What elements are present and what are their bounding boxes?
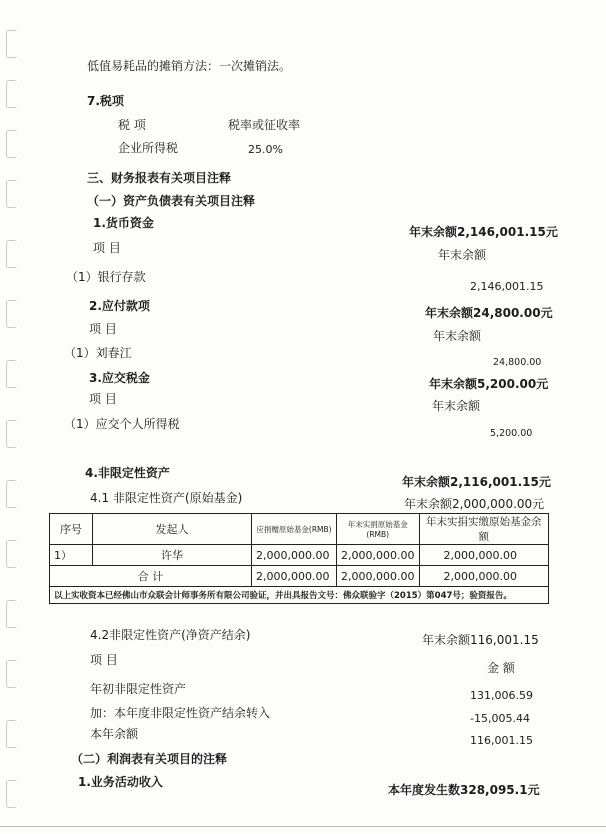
binding-hole	[6, 780, 17, 808]
nonrestricted-total: 年末余额2,116,001.15元	[402, 475, 551, 489]
net-assets-closing-value: 116,001.15	[470, 734, 533, 747]
net-assets-transfer-value: -15,005.44	[470, 712, 530, 725]
total-paid-balance: 2,000,000.00	[419, 566, 549, 587]
binding-hole	[6, 600, 17, 628]
col-header-pledged: 应捐赠原始基金(RMB)	[252, 514, 337, 545]
net-assets-row-closing: 本年余额	[90, 727, 139, 741]
cell-paid-balance: 2,000,000.00	[419, 545, 549, 566]
nonrestricted-fund-heading: 4.1 非限定性资产(原始基金)	[90, 491, 243, 505]
payables-value: 24,800.00	[493, 357, 542, 368]
binding-hole	[6, 360, 17, 388]
binding-hole	[6, 130, 17, 158]
nonrestricted-heading: 4.非限定性资产	[85, 466, 170, 480]
net-assets-row-transfer: 加：本年度非限定性资产结余转入	[90, 706, 271, 720]
binding-hole	[6, 30, 17, 58]
cash-value: 2,146,001.15	[470, 280, 544, 293]
cash-col-item: 项 目	[93, 241, 121, 255]
binding-hole	[6, 240, 17, 268]
payables-item: （1）刘春江	[64, 346, 132, 360]
revenue-total: 本年度发生数328,095.1元	[388, 783, 540, 797]
taxes-payable-total: 年末余额5,200.00元	[429, 377, 549, 391]
net-assets-col-item: 项 目	[90, 653, 118, 667]
binding-hole	[6, 660, 17, 688]
cell-no: 1）	[50, 545, 93, 566]
tax-heading: 7.税项	[87, 94, 124, 108]
section-3-title: 三、财务报表有关项目注释	[87, 171, 232, 185]
founding-fund-table	[49, 513, 549, 604]
binding-hole	[6, 540, 17, 568]
table-header-row	[50, 514, 549, 545]
tax-col-rate: 税率或征收率	[228, 118, 301, 132]
taxes-payable-item: （1）应交个人所得税	[64, 417, 180, 431]
col-header-sponsor: 发起人	[93, 514, 252, 545]
tax-rate: 25.0%	[248, 143, 283, 156]
audit-note: 以上实收资本已经佛山市众联会计师事务所有限公司验证，并出具报告文号：佛众联验字（2015）第047号；验资报告。	[50, 587, 549, 604]
binding-hole	[6, 300, 17, 328]
subsection-2-title: （二）利润表有关项目的注释	[71, 752, 228, 766]
total-donated: 2,000,000.00	[337, 566, 420, 587]
total-label: 合 计	[50, 566, 252, 587]
net-assets-row-opening: 年初非限定性资产	[90, 682, 187, 696]
table-total-row	[50, 566, 549, 587]
cell-pledged: 2,000,000.00	[252, 545, 337, 566]
subsection-1-title: （一）资产负债表有关项目注释	[87, 194, 256, 208]
taxes-payable-heading: 3.应交税金	[89, 371, 150, 385]
payables-col-item: 项 目	[89, 322, 117, 336]
binding-hole	[6, 720, 17, 748]
cash-item: （1）银行存款	[66, 270, 146, 284]
cash-col-balance: 年末余额	[438, 248, 487, 262]
col-header-no: 序号	[50, 514, 93, 545]
table-note-row	[50, 587, 549, 604]
revenue-heading: 1.业务活动收入	[78, 775, 163, 789]
binding-hole	[6, 80, 17, 108]
tax-col-item: 税 项	[118, 118, 146, 132]
binding-hole	[6, 480, 17, 508]
net-assets-heading: 4.2非限定性资产(净资产结余)	[90, 628, 251, 642]
payables-col-balance: 年末余额	[433, 329, 482, 343]
net-assets-opening-value: 131,006.59	[470, 689, 533, 702]
payables-total: 年末余额24,800.00元	[425, 306, 553, 320]
col-header-donated: 年末实捐原始基金(RMB)	[337, 514, 420, 545]
tax-item: 企业所得税	[118, 141, 179, 155]
net-assets-col-amount: 金 额	[487, 661, 515, 675]
scan-edge	[0, 826, 606, 827]
taxes-payable-value: 5,200.00	[490, 428, 533, 439]
binding-hole	[6, 420, 17, 448]
cell-sponsor: 许华	[93, 545, 252, 566]
taxes-payable-col-item: 项 目	[89, 392, 117, 406]
cash-heading: 1.货币资金	[93, 216, 154, 230]
table-row	[50, 545, 549, 566]
amortization-text: 低值易耗品的摊销方法：一次摊销法。	[87, 59, 292, 73]
cash-total: 年末余额2,146,001.15元	[409, 225, 558, 239]
binding-hole	[6, 180, 17, 208]
total-pledged: 2,000,000.00	[252, 566, 337, 587]
nonrestricted-fund-total: 年末余额2,000,000.00元	[404, 497, 545, 511]
payables-heading: 2.应付款项	[89, 299, 150, 313]
cell-donated: 2,000,000.00	[337, 545, 420, 566]
col-header-paid-balance: 年末实捐实缴原始基金余额	[419, 514, 549, 545]
taxes-payable-col-balance: 年末余额	[432, 399, 481, 413]
net-assets-total: 年末余额116,001.15	[422, 633, 539, 647]
